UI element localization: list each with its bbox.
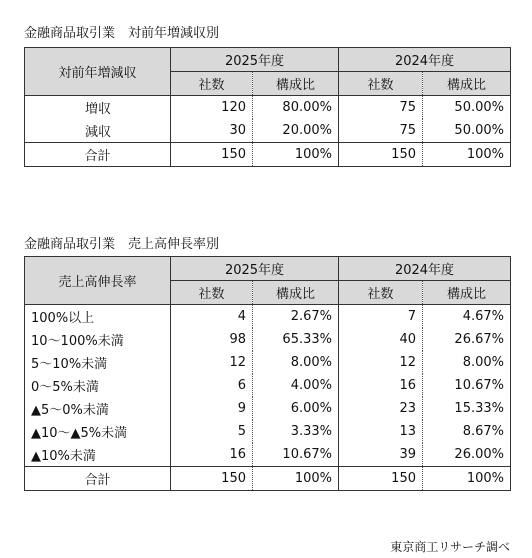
subheader-count: 社数 — [339, 72, 423, 96]
cell-count-2024: 23 — [339, 397, 423, 420]
cell-count-2024: 75 — [339, 96, 423, 120]
table-header-row — [25, 257, 511, 281]
cell-ratio-2024: 50.00% — [423, 119, 511, 143]
sales-growth-table — [24, 256, 511, 491]
cell-count-2025: 9 — [171, 397, 253, 420]
source-note: 東京商工リサーチ調べ — [390, 540, 510, 554]
total-count-2025: 150 — [171, 143, 253, 167]
cell-ratio-2025: 20.00% — [253, 119, 339, 143]
table1-title: 金融商品取引業 対前年増減収別 — [24, 26, 220, 41]
column-header-fy2024: 2024年度 — [339, 257, 511, 281]
table-row — [25, 96, 511, 120]
cell-count-2025: 98 — [171, 328, 253, 351]
total-count-2024: 150 — [339, 467, 423, 491]
table-total-row — [25, 467, 511, 491]
subheader-ratio: 構成比 — [253, 281, 339, 305]
total-count-2024: 150 — [339, 143, 423, 167]
row-label: 5～10%未満 — [25, 351, 171, 374]
total-ratio-2024: 100% — [423, 143, 511, 167]
subheader-count: 社数 — [171, 72, 253, 96]
cell-count-2025: 120 — [171, 96, 253, 120]
column-header-category: 対前年増減収 — [25, 48, 171, 96]
row-label: ▲10%未満 — [25, 443, 171, 467]
cell-ratio-2025: 8.00% — [253, 351, 339, 374]
column-header-category: 売上高伸長率 — [25, 257, 171, 305]
column-header-fy2025: 2025年度 — [171, 48, 339, 72]
row-label: 10～100%未満 — [25, 328, 171, 351]
cell-ratio-2025: 80.00% — [253, 96, 339, 120]
total-label: 合計 — [25, 467, 171, 491]
table-header-row — [25, 48, 511, 72]
cell-count-2024: 7 — [339, 305, 423, 329]
table-row — [25, 351, 511, 374]
cell-ratio-2024: 8.00% — [423, 351, 511, 374]
growth-change-table — [24, 47, 511, 167]
cell-ratio-2025: 4.00% — [253, 374, 339, 397]
cell-ratio-2024: 50.00% — [423, 96, 511, 120]
cell-count-2025: 4 — [171, 305, 253, 329]
cell-ratio-2025: 65.33% — [253, 328, 339, 351]
subheader-ratio: 構成比 — [423, 72, 511, 96]
column-header-fy2024: 2024年度 — [339, 48, 511, 72]
total-label: 合計 — [25, 143, 171, 167]
cell-count-2024: 12 — [339, 351, 423, 374]
cell-count-2025: 6 — [171, 374, 253, 397]
subheader-ratio: 構成比 — [253, 72, 339, 96]
table-row — [25, 443, 511, 467]
table-row — [25, 119, 511, 143]
cell-ratio-2024: 26.00% — [423, 443, 511, 467]
row-label: 100%以上 — [25, 305, 171, 329]
cell-count-2025: 16 — [171, 443, 253, 467]
row-label: 減収 — [25, 119, 171, 143]
table-row — [25, 397, 511, 420]
subheader-ratio: 構成比 — [423, 281, 511, 305]
total-ratio-2025: 100% — [253, 467, 339, 491]
table2-title: 金融商品取引業 売上高伸長率別 — [24, 237, 220, 252]
row-label: ▲5～0%未満 — [25, 397, 171, 420]
subheader-count: 社数 — [339, 281, 423, 305]
cell-ratio-2024: 8.67% — [423, 420, 511, 443]
table-row — [25, 420, 511, 443]
cell-count-2024: 40 — [339, 328, 423, 351]
cell-ratio-2024: 15.33% — [423, 397, 511, 420]
cell-ratio-2025: 10.67% — [253, 443, 339, 467]
row-label: 増収 — [25, 96, 171, 120]
cell-ratio-2024: 26.67% — [423, 328, 511, 351]
table-row — [25, 374, 511, 397]
cell-ratio-2024: 4.67% — [423, 305, 511, 329]
total-ratio-2024: 100% — [423, 467, 511, 491]
cell-count-2025: 5 — [171, 420, 253, 443]
cell-ratio-2025: 6.00% — [253, 397, 339, 420]
cell-count-2024: 16 — [339, 374, 423, 397]
cell-count-2025: 12 — [171, 351, 253, 374]
cell-ratio-2025: 2.67% — [253, 305, 339, 329]
table-row — [25, 328, 511, 351]
total-count-2025: 150 — [171, 467, 253, 491]
cell-ratio-2024: 10.67% — [423, 374, 511, 397]
cell-ratio-2025: 3.33% — [253, 420, 339, 443]
subheader-count: 社数 — [171, 281, 253, 305]
cell-count-2024: 75 — [339, 119, 423, 143]
total-ratio-2025: 100% — [253, 143, 339, 167]
table-row — [25, 305, 511, 329]
cell-count-2025: 30 — [171, 119, 253, 143]
row-label: 0～5%未満 — [25, 374, 171, 397]
row-label: ▲10～▲5%未満 — [25, 420, 171, 443]
cell-count-2024: 13 — [339, 420, 423, 443]
cell-count-2024: 39 — [339, 443, 423, 467]
column-header-fy2025: 2025年度 — [171, 257, 339, 281]
table-total-row — [25, 143, 511, 167]
